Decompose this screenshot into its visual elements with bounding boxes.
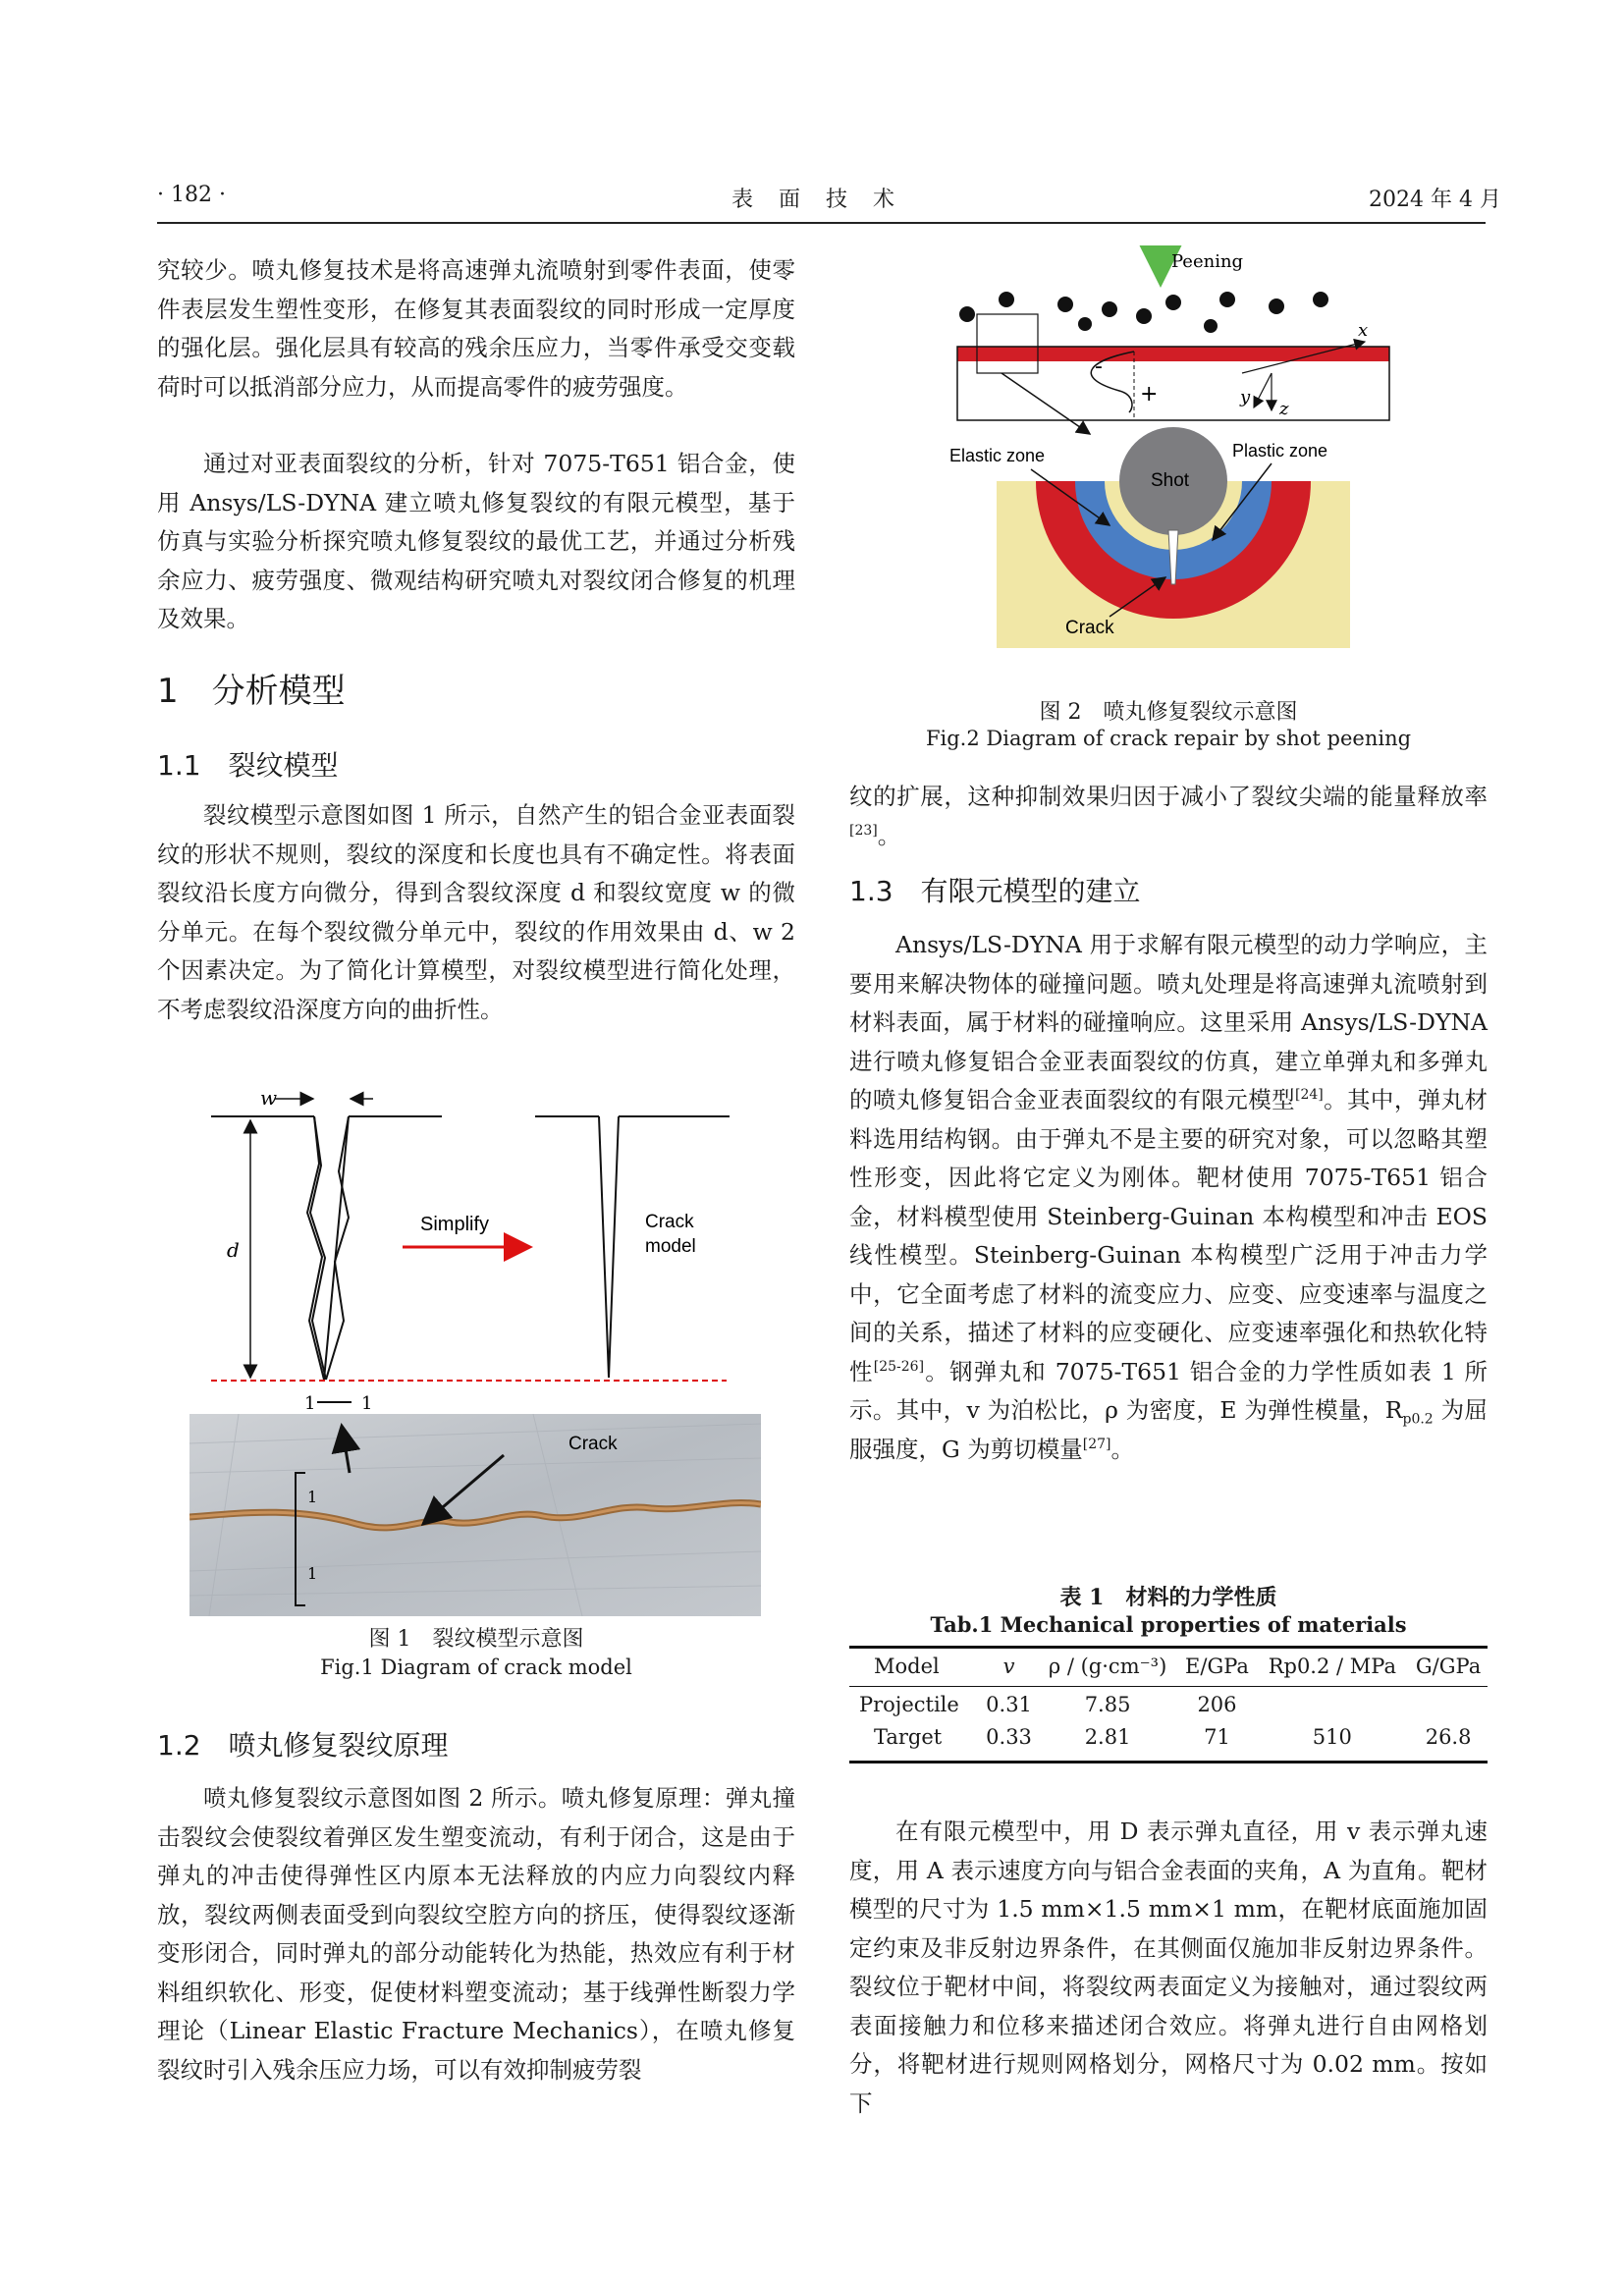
table-header-rp: Rp0.2 / MPa — [1256, 1648, 1410, 1687]
paragraph-1-1: 裂纹模型示意图如图 1 所示，自然产生的铝合金亚表面裂纹的形状不规则，裂纹的深度和长度也具有不确定性。将表面裂纹沿长度方向微分，得到含裂纹深度 d 和裂纹宽度 w 的微分单元。在每个裂纹微分单元中，裂纹的作用效果由 d、w 2 个因素决定。为了简化计算模型，对裂纹模型进行简化处理，不考虑裂纹沿深度方向的曲折性。 — [157, 801, 795, 1023]
table-1 — [849, 1646, 1488, 1764]
fig2-minus: - — [1095, 354, 1103, 379]
fig2-elastic-label: Elastic zone — [949, 446, 1046, 465]
paragraph-continued: 纹的扩展，这种抑制效果归因于减小了裂纹尖端的能量释放率[23]。 — [849, 783, 1488, 849]
paragraph-1-3-b: 在有限元模型中，用 D 表示弹丸直径，用 v 表示弹丸速度，用 A 表示速度方向与铝合金表面的夹角，A 为直角。靶材模型的尺寸为 1.5 mm×1.5 mm×1 mm，在靶材底面施加固定约束及非反射边界条件，在其侧面仅施加非反射边界条件。裂纹位于靶材中间，将裂纹两表面定义为接触对，通过裂纹两表面接触力和位移来描述闭合效应。将弹丸进行自由网格划分，将靶材进行规则网格划分，网格尺寸为 0.02 mm。按如下 — [849, 1818, 1488, 2117]
fig2-plastic-label: Plastic zone — [1232, 441, 1328, 461]
fig1-crack-model-label-1: Crack — [645, 1212, 694, 1232]
figure-1-caption-cn: 图 1 裂纹模型示意图 — [368, 1627, 584, 1652]
table-1-caption-en: Tab.1 Mechanical properties of materials — [930, 1612, 1407, 1637]
intro-paragraph-1: 究较少。喷丸修复技术是将高速弹丸流喷射到零件表面，使零件表层发生塑性变形，在修复其表面裂纹的同时形成一定厚度的强化层。强化层具有较高的残余压应力，当零件承受交变载荷时可以抵消部分应力，从而提高零件的疲劳强度。 — [157, 256, 795, 401]
issue-date: 2024 年 4 月 — [1369, 188, 1501, 212]
paragraph-1-3: Ansys/LS-DYNA 用于求解有限元模型的动力学响应，主要用来解决物体的碰撞问题。喷丸处理是将高速弹丸流喷射到材料表面，属于材料的碰撞响应。这里采用 Ansys/LS-DYNA 进行喷丸修复铝合金亚表面裂纹的仿真，建立单弹丸和多弹丸的喷丸修复铝合金亚表面裂纹的有限元模型[24]。其中，弹丸材料选用结构钢。由于弹丸不是主要的研究对象，可以忽略其塑性形变，因此将它定义为刚体。靶材使用 7075-T651 铝合金，材料模型使用 Steinberg-Guinan 本构模型和冲击 EOS 线性模型。Steinberg-Guinan 本构模型广泛用于冲击力学中，它全面考虑了材料的流变应力、应变、应变速率与温度之间的关系，描述了材料的应变硬化、应变速率强化和热软化特性[25-26]。钢弹丸和 7075-T651 铝合金的力学性质如表 1 所示。其中，v 为泊松比，ρ 为密度，E 为弹性模量，$R_{p0.2}$ 为屈服强度，G 为剪切模量[27]。 — [849, 931, 1489, 1463]
fig2-axis-z: z — [1279, 399, 1289, 419]
table-1-caption-cn: 表 1 材料的力学性质 — [1059, 1585, 1277, 1610]
fig1-section-mark-right: 1 — [361, 1393, 373, 1414]
table-header-g: G/GPa — [1409, 1648, 1488, 1687]
table-header-e: E/GPa — [1178, 1648, 1255, 1687]
table-header-model: Model — [849, 1648, 981, 1687]
figure-1-schematic — [191, 1085, 741, 1414]
table-row: Projectile 0.31 7.85 206 — [859, 1693, 1237, 1716]
micrograph-mark-top: 1 — [307, 1488, 318, 1506]
micrograph-crack-label: Crack — [568, 1434, 618, 1454]
fig1-simplify-label: Simplify — [420, 1214, 490, 1235]
fig1-d-label: d — [227, 1238, 240, 1262]
page-number: · 182 · — [157, 183, 226, 207]
section-heading-1-1: 1.1 裂纹模型 — [157, 749, 339, 782]
section-heading-1: 1 分析模型 — [157, 672, 346, 711]
fig2-peening-label: Peening — [1171, 251, 1244, 272]
figure-2-schematic — [947, 245, 1399, 658]
fig2-shot-label: Shot — [1151, 470, 1190, 491]
journal-title: 表 面 技 术 — [731, 188, 897, 212]
table-row: Target 0.33 2.81 71 510 26.8 — [849, 1719, 1488, 1763]
figure-2-caption-cn: 图 2 喷丸修复裂纹示意图 — [1039, 700, 1298, 725]
micrograph-mark-bottom: 1 — [307, 1564, 318, 1583]
table-header-density: ρ / (g·cm⁻³) — [1037, 1648, 1179, 1687]
figure-2-caption-en: Fig.2 Diagram of crack repair by shot peening — [925, 727, 1412, 750]
fig2-crack-label: Crack — [1065, 618, 1114, 638]
fig1-crack-model-label-2: model — [645, 1236, 696, 1257]
section-heading-1-2: 1.2 喷丸修复裂纹原理 — [157, 1729, 449, 1762]
header-rule — [157, 222, 1486, 224]
fig1-section-mark-left: 1 — [304, 1393, 316, 1414]
fig2-plus: + — [1140, 382, 1159, 407]
figure-1-caption-en: Fig.1 Diagram of crack model — [320, 1655, 632, 1679]
table-header-v: v — [981, 1648, 1036, 1687]
fig1-w-label: w — [260, 1086, 278, 1110]
section-heading-1-3: 1.3 有限元模型的建立 — [849, 875, 1141, 907]
paragraph-1-2: 喷丸修复裂纹示意图如图 2 所示。喷丸修复原理：弹丸撞击裂纹会使裂纹着弹区发生塑变流动，有利于闭合，这是由于弹丸的冲击使得弹性区内原本无法释放的内应力向裂纹内释放，裂纹两侧表面受到向裂纹空腔方向的挤压，使得裂纹逐渐变形闭合，同时弹丸的部分动能转化为热能，热效应有利于材料组织软化、形变，促使材料塑变流动；基于线弹性断裂力学理论（Linear Elastic Fracture Mechanics），在喷丸修复裂纹时引入残余压应力场，可以有效抑制疲劳裂 — [157, 1784, 795, 2084]
figure-1-micrograph — [189, 1414, 761, 1616]
fig2-axis-y: y — [1240, 387, 1251, 407]
intro-paragraph-2: 通过对亚表面裂纹的分析，针对 7075-T651 铝合金，使用 Ansys/LS-DYNA 建立喷丸修复裂纹的有限元模型，基于仿真与实验分析探究喷丸修复裂纹的最优工艺，并通过分析残余应力、疲劳强度、微观结构研究喷丸对裂纹闭合修复的机理及效果。 — [157, 450, 795, 632]
fig2-axis-x: x — [1358, 320, 1369, 341]
